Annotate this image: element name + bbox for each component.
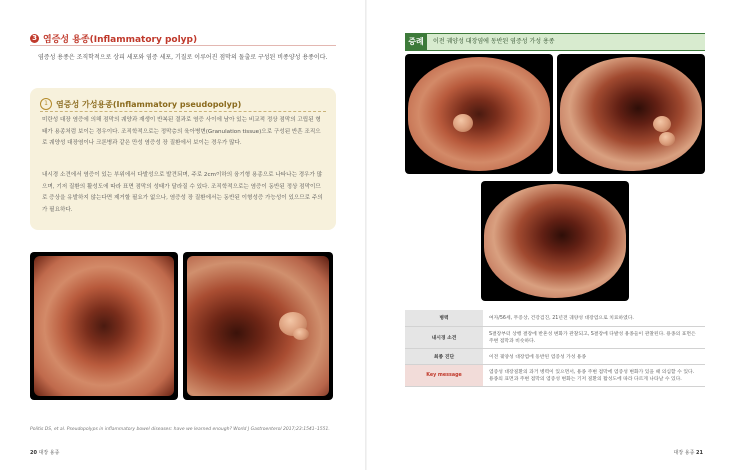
case-header	[405, 33, 705, 51]
endoscopy-image-1	[30, 252, 178, 400]
reference: Politis DS, et al. Pseudopolyps in inflammatory bowel diseases: have we learned enough? World J Gastroenterol 2017;23:1541–1551.	[30, 427, 330, 432]
pseudopolyp-box	[30, 88, 336, 230]
row-key: 내시경 소견	[405, 326, 484, 348]
intro-paragraph: 염증성 용종은 조직학적으로 상피 세포와 염증 세포, 기질로 이루어진 점막의 돌출로 구성된 비종양성 용종이다.	[38, 54, 328, 61]
row-key: 병력	[405, 310, 484, 326]
box-divider	[40, 111, 326, 112]
table-row	[405, 310, 705, 326]
endoscopy-image-2	[183, 252, 333, 400]
box-title: 염증성 가성용종(Inflammatory pseudopolyp)	[56, 99, 242, 109]
polyp-shape	[659, 132, 675, 146]
case-info-table	[405, 310, 705, 387]
row-value: 이전 궤양성 대장염에 동반된 염증성 가성 용종	[484, 348, 706, 364]
table-row	[405, 348, 705, 364]
book-title: 대장 용종	[38, 450, 60, 456]
box-number: 1	[40, 98, 52, 110]
polyp-shape	[293, 328, 309, 340]
table-row	[405, 326, 705, 348]
footer-right	[674, 449, 703, 456]
row-value: 여자/56세, 무증상, 건강검진, 21년전 궤양성 대장염으로 치료하였다.	[484, 310, 706, 326]
polyp-shape	[653, 116, 671, 132]
endoscopy-image-5	[481, 181, 629, 301]
row-key: Key message	[405, 364, 484, 386]
table-row	[405, 364, 705, 386]
endoscopy-image-3	[405, 54, 553, 174]
section-divider	[30, 45, 336, 46]
page-number: 20	[30, 450, 37, 456]
row-value: S결장부터 상행 결장에 반흔성 변화가 관찰되고, S결장에 다발성 용종들이 관찰된다. 용종의 표면은 주변 점막과 비슷하다.	[484, 326, 706, 348]
box-header	[40, 98, 241, 110]
right-page	[367, 0, 733, 470]
section-header	[30, 32, 197, 45]
row-key: 최종 진단	[405, 348, 484, 364]
book-title: 대장 용종	[673, 450, 695, 456]
case-title: 이전 궤양성 대장염에 동반된 염증성 가성 용종	[433, 38, 555, 45]
row-value: 염증성 대장질환의 과거 병력이 있으면서, 용종 주변 점막에 염증성 변화가 있을 때 의심할 수 있다. 용종의 표면과 주변 점막의 염증성 변화는 기저 질환의 활성도에 따라 다르게 나타날 수 있다.	[484, 364, 706, 386]
left-page	[0, 0, 366, 470]
endoscopy-image-4	[557, 54, 705, 174]
polyp-shape	[453, 114, 473, 132]
section-number: 3	[30, 34, 39, 43]
case-label: 증례	[405, 34, 427, 50]
box-paragraph-2: 내시경 소견에서 염증이 있는 부위에서 다발성으로 발견되며, 주로 2cm이하의 융기형 용종으로 나타나는 경우가 많으며, 기저 질환의 활성도에 따라 표면 점막의 성태가 달라질 수 있다. 조직학적으로는 염증이 동반된 정상 점막이므로 증상을 유발하지 않는다면 제거할 필요가 없으나, 염증성 장 질환에서는 동반된 이형성증 가능성이 있으므로 주의가 필요하다.	[42, 172, 323, 213]
box-paragraph-1: 미란성 대장 염증에 의해 점막의 궤양과 재생이 반복된 결과로 염증 사이에 남아 있는 비교적 정상 점막의 고립된 형태가 용종처럼 보이는 경우이다. 조직학적으로는 정막층의 육아병변(Granulation tissue)으로 구성된 반흔 조직으로 궤양성 대장염이나 크론병과 같은 만성 염증성 장 질환에서 보이는 경우가 많다.	[42, 117, 321, 146]
page-number: 21	[696, 450, 703, 456]
footer-left	[30, 449, 59, 456]
section-title: 염증성 용종(Inflammatory polyp)	[43, 35, 198, 45]
